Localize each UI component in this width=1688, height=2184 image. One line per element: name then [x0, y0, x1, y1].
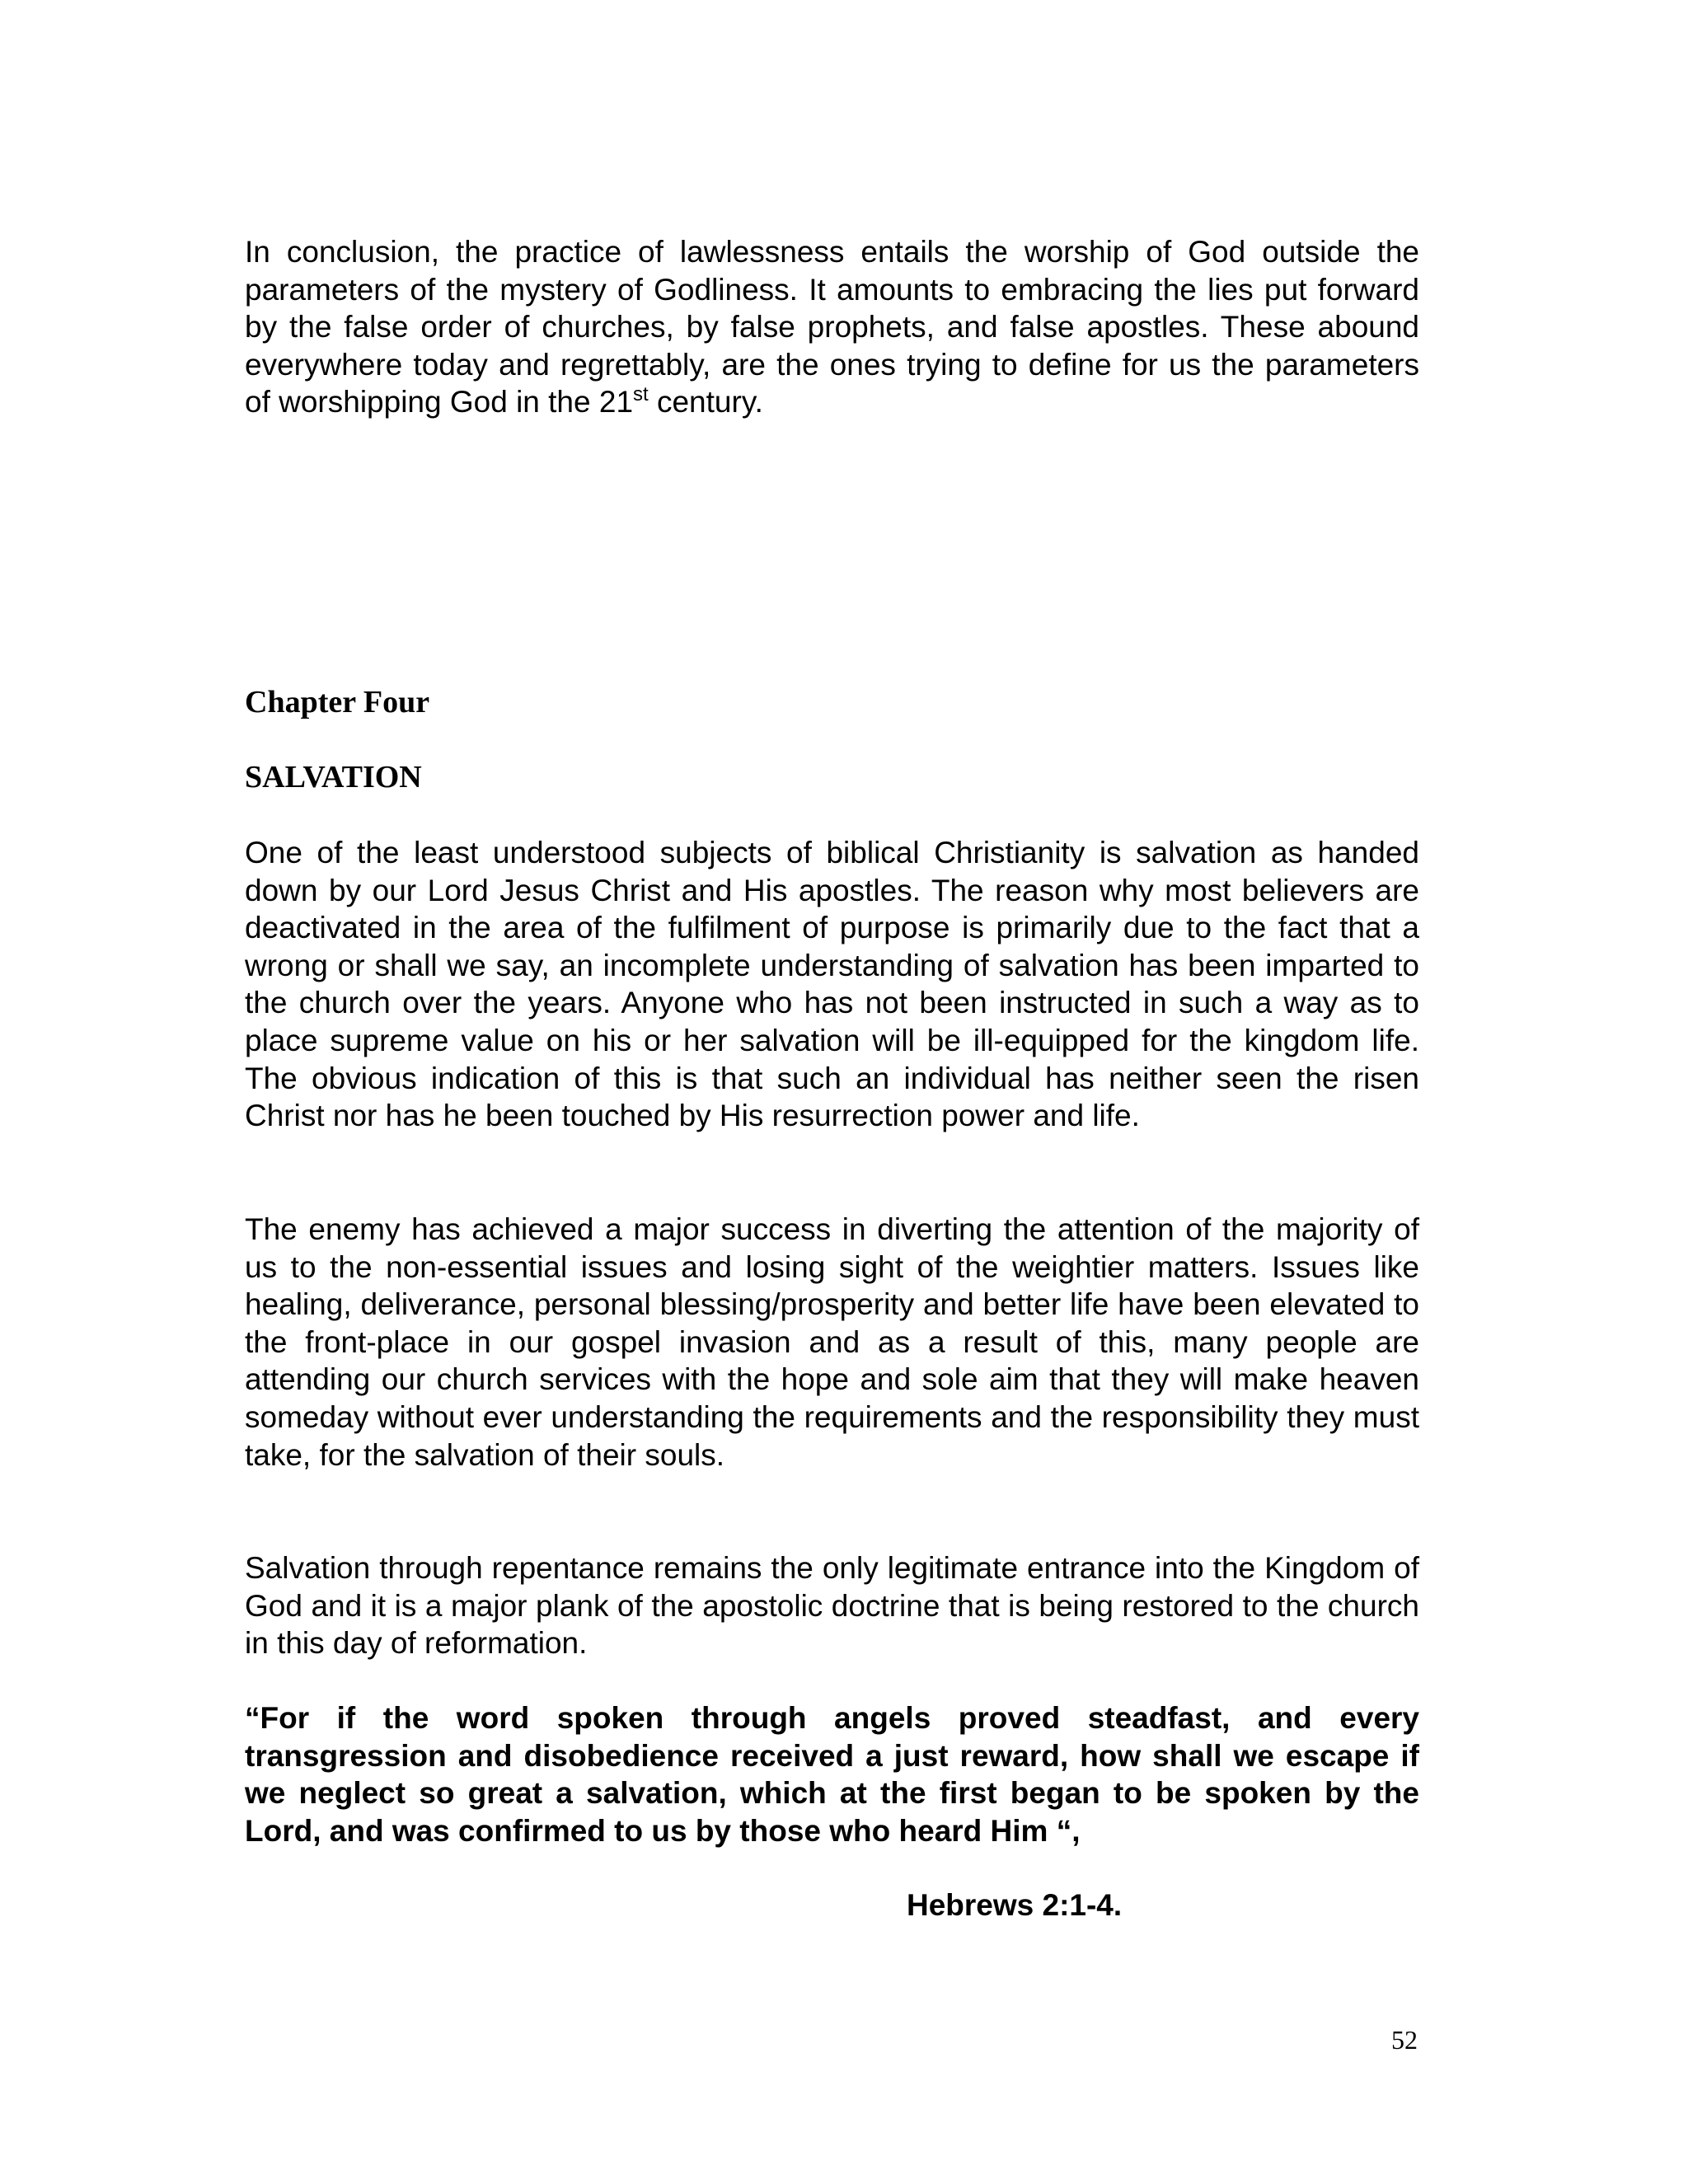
chapter-title: SALVATION — [245, 760, 422, 794]
chapter-label: Chapter Four — [245, 685, 430, 719]
scripture-quote: “For if the word spoken through angels proved steadfast, and every transgression and disobedience received a just reward, how shall we escape if we neglect so great a salvation, which at the first began to be spoken by the Lord, and was confirmed to us by those who heard Him “, — [245, 1701, 1419, 1848]
body-paragraph-1: One of the least understood subjects of biblical Christianity is salvation as handed down by our Lord Jesus Christ and His apostles. The reason why most believers are deactivated in the area of the fulfilment of purpose is primarily due to the fact that a wrong or shall we say, an incomplete understanding of salvation has been imparted to the church over the years. Anyone who has not been instructed in such a way as to place supreme value on his or her salvation will be ill-equipped for the kingdom life. The obvious indication of this is that such an individual has neither seen the risen Christ nor has he been touched by His resurrection power and life. — [245, 836, 1419, 1133]
body-paragraph-2: The enemy has achieved a major success in diverting the attention of the majority of us to the non-essential issues and losing sight of the weightier matters. Issues like healing, deliverance, personal blessing/prosperity and better life have been elevated to the front-place in our gospel invasion and as a result of this, many people are attending our church services with the hope and sole aim that they will make heaven someday without ever understanding the requirements and the responsibility they must take, for the salvation of their souls. — [245, 1212, 1419, 1472]
intro-paragraph-text: In conclusion, the practice of lawlessness entails the worship of God outside the parameters of the mystery of Godliness. It amounts to embracing the lies put forward by the false order of churches, by false prophets, and false apostles. These abound everywhere today and regrettably, are the ones trying to define for us the parameters of worshipping God in the 21 — [245, 235, 1419, 419]
ordinal-superscript: st — [633, 383, 649, 406]
intro-paragraph — [245, 233, 1419, 421]
body-paragraph-3: Salvation through repentance remains the only legitimate entrance into the Kingdom of God and it is a major plank of the apostolic doctrine that is being restored to the church in this day of reformation. — [245, 1551, 1419, 1661]
page-number: 52 — [1391, 2025, 1418, 2055]
intro-paragraph-tail: century. — [648, 385, 763, 419]
scripture-citation: Hebrews 2:1-4. — [907, 1888, 1123, 1922]
